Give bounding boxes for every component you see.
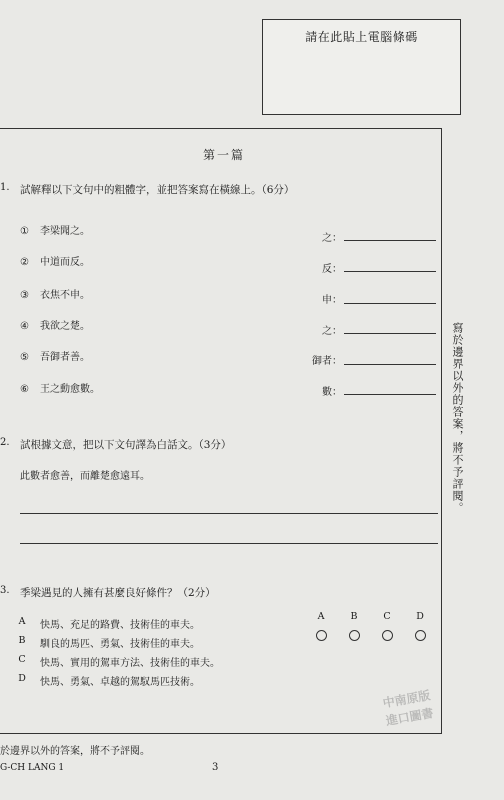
q1-answer-line-3[interactable] [344,303,436,304]
q1-item-5 [20,348,90,363]
choice-d-bubble[interactable] [415,630,426,641]
q1-prompt: 試解釋以下文句中的粗體字，並把答案寫在橫線上。（6分） [20,184,295,196]
section-title: 第一篇 [203,148,246,162]
choice-header-b: B [350,611,358,622]
q1-answer-label-4: 之： [322,326,342,337]
q1-answer-line-5[interactable] [344,364,436,365]
item-text: 中道而反。 [40,257,90,268]
footer-note: 於邊界以外的答案，將不予評閱。 [0,746,150,757]
barcode-label: 請在此貼上電腦條碼 [305,30,418,44]
item-marker: ② [20,257,29,268]
q2-answer-line-1[interactable] [20,513,438,514]
q3-option-letter: A [18,616,26,627]
q1-answer-label-1: 之： [322,233,342,244]
choice-header-d: D [416,611,424,622]
stamp-line-1: 中南原版 [381,688,432,711]
q1-answer-line-6[interactable] [344,394,436,395]
q3-option-letter: C [18,654,26,665]
item-text: 衣焦不申。 [40,290,90,301]
q3-option-letter: B [18,635,26,646]
q1-item-4 [20,317,90,332]
q3-option-letter: D [18,673,26,684]
item-marker: ⑥ [20,384,29,395]
side-margin-note: 寫於邊界以外的答案，將不予評閱。 [451,322,464,514]
item-text: 王之動愈數。 [40,384,100,395]
item-marker: ③ [20,290,29,301]
q1-item-2 [20,253,90,268]
q1-answer-label-2: 反： [322,264,342,275]
q1-answer-label-5: 御者： [312,356,342,367]
q3-number: 3. [0,585,10,596]
item-text: 我欲之楚。 [40,321,90,332]
q2-answer-line-2[interactable] [20,543,438,544]
choice-b-bubble[interactable] [349,630,360,641]
barcode-sticker-box [262,19,461,115]
choice-header-c: C [383,611,391,622]
choice-c-bubble[interactable] [382,630,393,641]
q3-option-text: 快馬、勇氣、卓越的駕馭馬匹技術。 [40,677,200,688]
q1-item-6 [20,380,100,395]
paper-code: G-CH LANG 1 [0,763,65,773]
q1-answer-line-1[interactable] [344,240,436,241]
q1-number: 1. [0,182,10,193]
choice-header-a: A [317,611,325,622]
q1-answer-label-6: 數： [322,387,342,398]
q3-option-text: 馴良的馬匹、勇氣、技術佳的車夫。 [40,639,200,650]
stamp-line-2: 進口圖書 [384,705,435,729]
q2-sentence: 此數者愈善，而離楚愈遠耳。 [20,471,150,482]
q1-item-1 [20,222,90,237]
item-text: 李梁聞之。 [40,226,90,237]
item-marker: ⑤ [20,352,29,363]
q3-option-text: 快馬、充足的路費、技術佳的車夫。 [40,620,200,631]
q1-item-3 [20,286,90,301]
q1-answer-line-2[interactable] [344,271,436,272]
q2-number: 2. [0,437,10,448]
q1-answer-line-4[interactable] [344,333,436,334]
choice-a-bubble[interactable] [316,630,327,641]
page-number: 3 [212,762,219,773]
q3-option-text: 快馬、實用的駕車方法、技術佳的車夫。 [40,658,220,669]
item-marker: ① [20,226,29,237]
q1-answer-label-3: 申： [322,295,342,306]
q2-prompt: 試根據文意，把以下文句譯為白話文。（3分） [20,439,232,451]
q3-prompt: 季梁遇見的人擁有甚麼良好條件？（2分） [20,587,216,599]
item-marker: ④ [20,321,29,332]
item-text: 吾御者善。 [40,352,90,363]
